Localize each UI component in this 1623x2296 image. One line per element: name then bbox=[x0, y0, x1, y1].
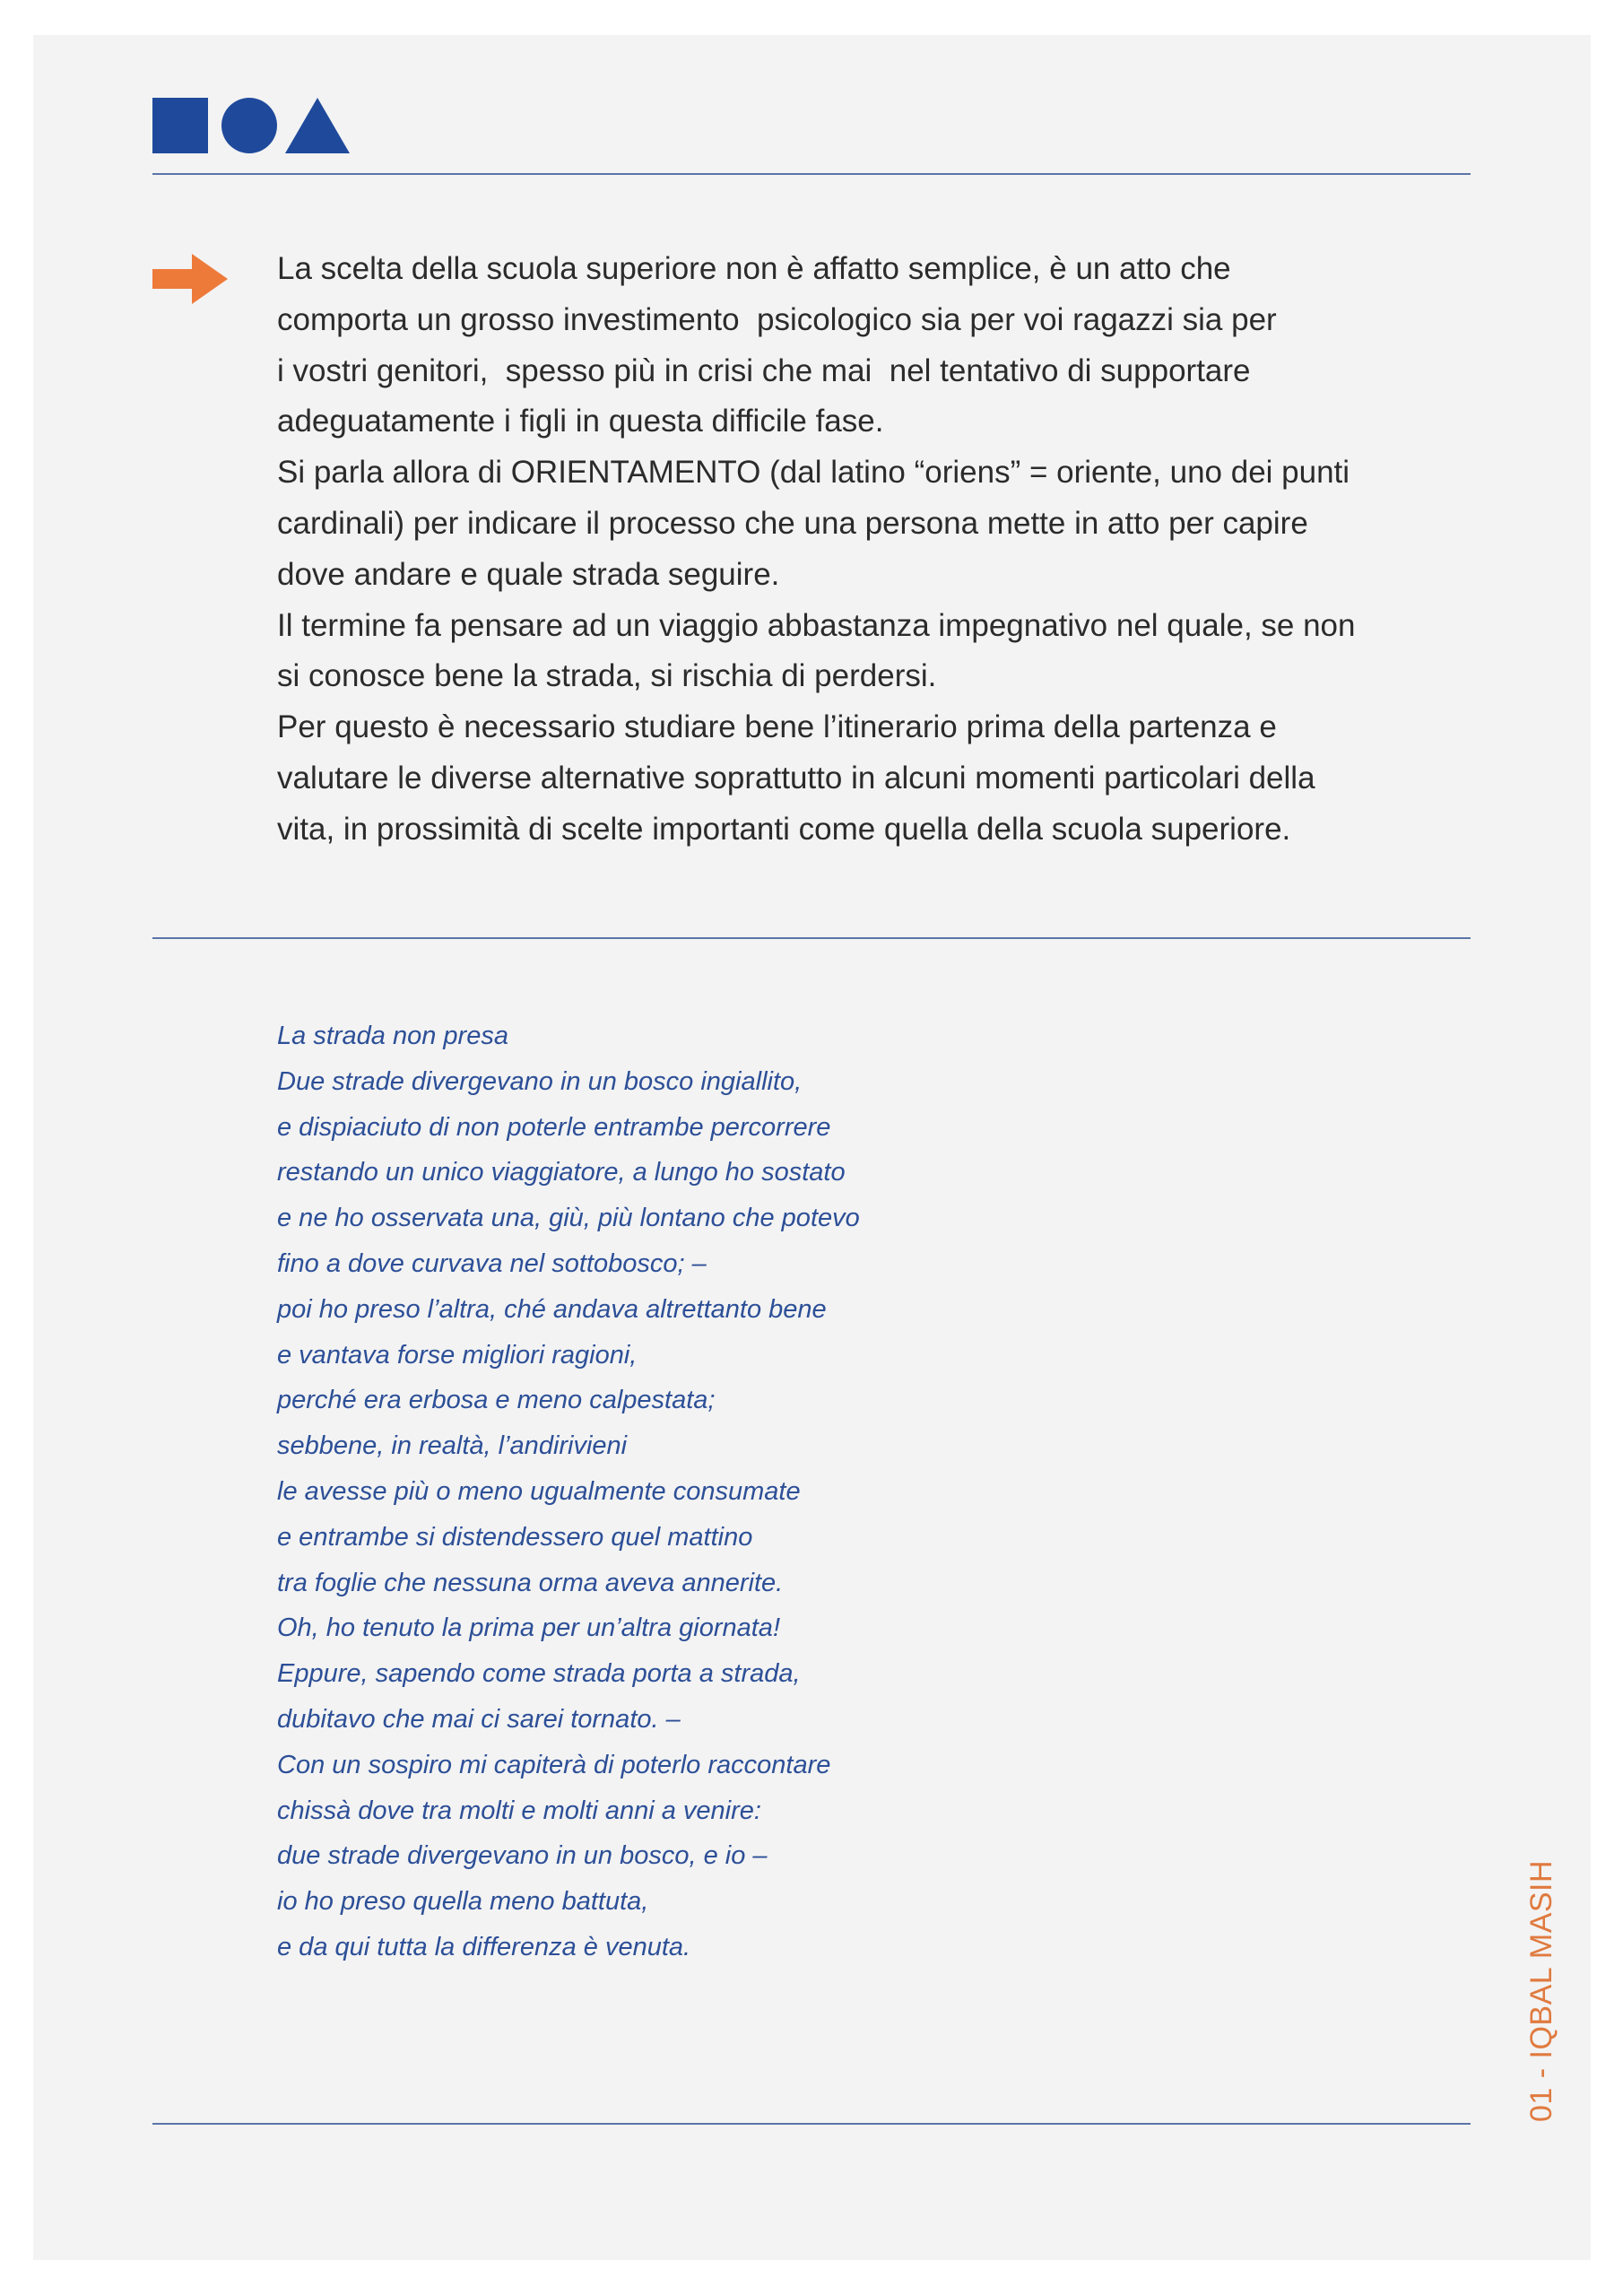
top-divider bbox=[152, 173, 1471, 175]
poem-line: La strada non presa bbox=[277, 1022, 508, 1050]
poem-line: chissà dove tra molti e molti anni a venire: bbox=[277, 1796, 761, 1825]
intro-line: i vostri genitori, spesso più in crisi che mai nel tentativo di supportare bbox=[277, 352, 1251, 388]
poem-line: e da qui tutta la differenza è venuta. bbox=[277, 1932, 691, 1961]
intro-line: Per questo è necessario studiare bene l’itinerario prima della partenza e bbox=[277, 709, 1277, 745]
logo bbox=[152, 98, 350, 153]
triangle-icon bbox=[285, 98, 350, 153]
intro-line: cardinali) per indicare il processo che una persona mette in atto per capire bbox=[277, 505, 1308, 541]
poem-line: e dispiaciuto di non poterle entrambe percorrere bbox=[277, 1112, 831, 1142]
poem-line: restando un unico viaggiatore, a lungo ho sostato bbox=[277, 1158, 846, 1187]
intro-line: La scelta della scuola superiore non è affatto semplice, è un atto che bbox=[277, 251, 1231, 286]
intro-line: valutare le diverse alternative soprattutto in alcuni momenti particolari della bbox=[277, 760, 1315, 796]
poem-line: e vantava forse migliori ragioni, bbox=[277, 1340, 638, 1370]
middle-divider bbox=[152, 937, 1471, 939]
bottom-divider bbox=[152, 2123, 1471, 2125]
poem-line: e entrambe si distendessero quel mattino bbox=[277, 1522, 753, 1552]
poem-line: perché era erbosa e meno calpestata; bbox=[277, 1386, 716, 1415]
intro-line: dove andare e quale strada seguire. bbox=[277, 556, 780, 592]
poem-line: Con un sospiro mi capiterà di poterlo raccontare bbox=[277, 1750, 831, 1779]
square-icon bbox=[152, 98, 208, 153]
intro-line: si conosce bene la strada, si rischia di perdersi. bbox=[277, 658, 937, 694]
poem-line: Eppure, sapendo come strada porta a strada, bbox=[277, 1659, 801, 1689]
side-label: 01 - IQBAL MASIH bbox=[1524, 1859, 1558, 2122]
poem-line: Due strade divergevano in un bosco ingiallito, bbox=[277, 1066, 803, 1096]
poem-line: dubitavo che mai ci sarei tornato. – bbox=[277, 1704, 681, 1734]
poem-line: tra foglie che nessuna orma aveva annerite. bbox=[277, 1568, 784, 1597]
poem-line: poi ho preso l’altra, ché andava altrettanto bene bbox=[277, 1294, 827, 1324]
poem-line: io ho preso quella meno battuta, bbox=[277, 1887, 649, 1917]
poem-line: e ne ho osservata una, giù, più lontano che potevo bbox=[277, 1204, 860, 1233]
intro-line: vita, in prossimità di scelte importanti come quella della scuola superiore. bbox=[277, 811, 1291, 847]
intro-line: Si parla allora di ORIENTAMENTO (dal latino “oriens” = oriente, uno dei punti bbox=[277, 455, 1350, 491]
circle-icon bbox=[221, 98, 277, 153]
poem-line: le avesse più o meno ugualmente consumate bbox=[277, 1476, 801, 1506]
poem-line: Oh, ho tenuto la prima per un’altra giornata! bbox=[277, 1613, 780, 1643]
intro-paragraph bbox=[277, 244, 1443, 856]
arrow-right-icon bbox=[152, 254, 228, 304]
poem-line: due strade divergevano in un bosco, e io – bbox=[277, 1841, 768, 1871]
poem bbox=[277, 1013, 1174, 1970]
poem-line: sebbene, in realtà, l’andirivieni bbox=[277, 1431, 628, 1461]
intro-line: Il termine fa pensare ad un viaggio abbastanza impegnativo nel quale, se non bbox=[277, 607, 1356, 643]
poem-line: fino a dove curvava nel sottobosco; – bbox=[277, 1248, 707, 1278]
intro-line: adeguatamente i figli in questa difficile fase. bbox=[277, 404, 884, 439]
intro-line: comporta un grosso investimento psicologico sia per voi ragazzi sia per bbox=[277, 301, 1277, 337]
